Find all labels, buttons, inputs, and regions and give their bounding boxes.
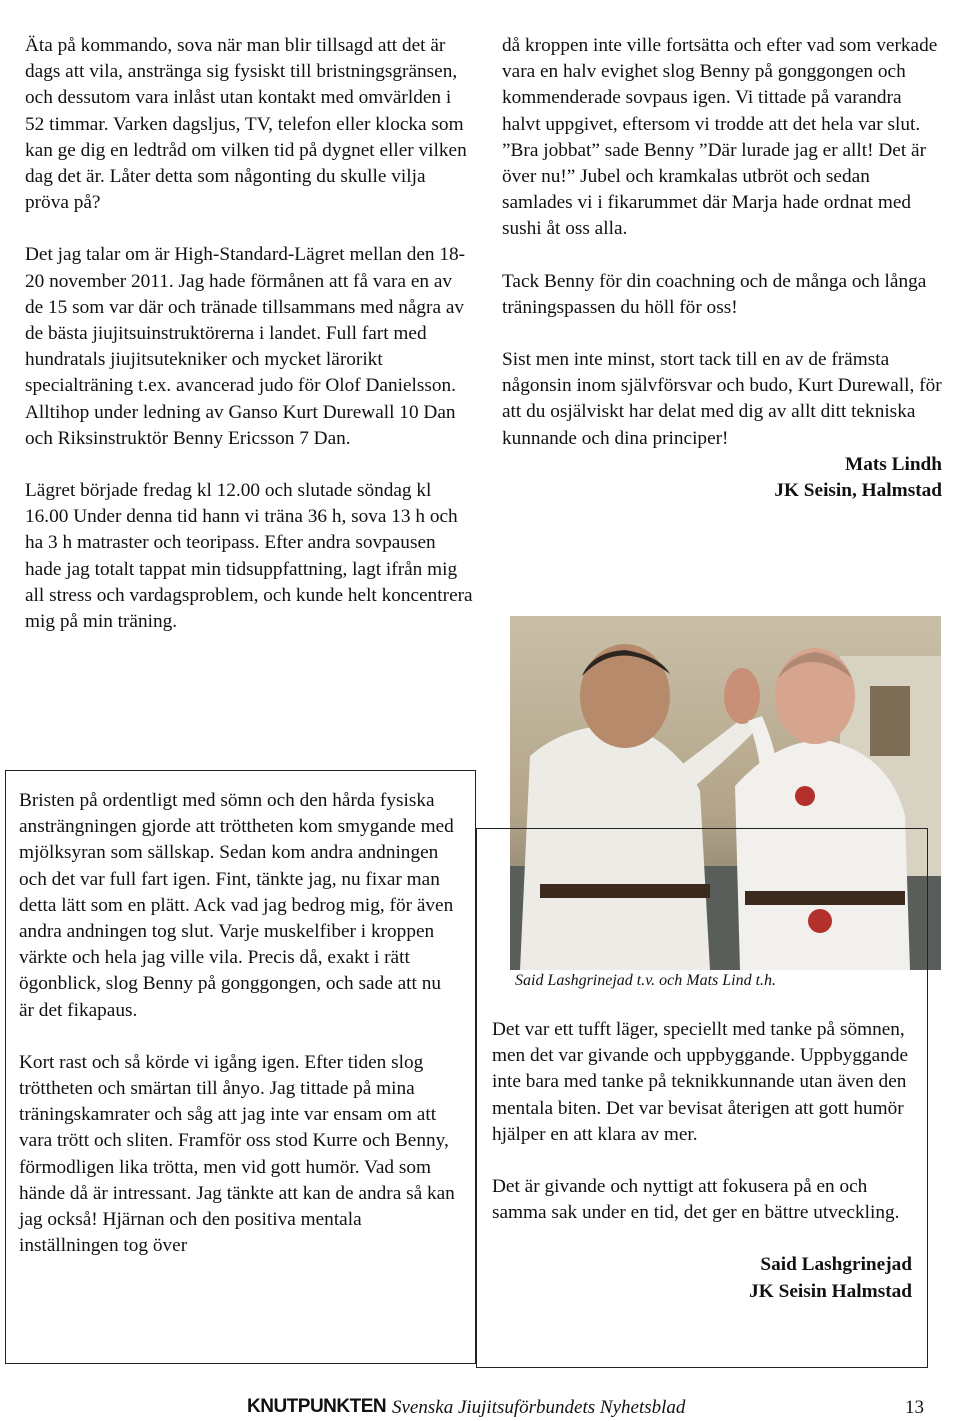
paragraph: Det var ett tufft läger, speciellt med tanke på sömnen, men det var givande och uppbyggande. Uppbyggande inte bara med tanke på teknikkunnande utan även den mentala biten. Det var bevisat återigen att gott humör hjälper en att klara av mer. — [492, 1019, 909, 1145]
photo-caption: Said Lashgrinejad t.v. och Mats Lind t.h. — [515, 972, 777, 989]
paragraph: Bristen på ordentligt med sömn och den hårda fysiska ansträngningen gjorde att tröttheten kom smygande med mjölksyran som sällskap. Sedan kom andra andningen och det var full fart igen. Fint, tänkte jag, nu fixar man detta lätt som en plätt. Ack vad jag bedrog mig, för även andra andningen tog slut. Varje muskelfiber i kroppen värkte och hela jag ville vila. Precis då, exakt i rätt ögonblick, slog Benny på gonggongen, och sade att nu är det fikapaus. — [19, 790, 454, 1021]
article-column-top-right — [502, 33, 942, 504]
paragraph: Det jag talar om är High-Standard-Lägret mellan den 18-20 november 2011. Jag hade förmånen att få vara en av de 15 som var där och tränade tillsammans med några av de bästa jiujitsuinstruktörerna i landet. Full fart med hundratals jiujitsutekniker och mycket lärorikt specialträning t.ex. avancerad judo för Olof Danielsson. Alltihop under ledning av Ganso Kurt Durewall 10 Dan och Riksinstruktör Benny Ericsson 7 Dan. — [25, 244, 466, 449]
footer-brand: KNUTPUNKTEN — [247, 1396, 387, 1417]
article-column-top-left — [25, 33, 473, 758]
paragraph: Lägret började fredag kl 12.00 och slutade söndag kl 16.00 Under denna tid hann vi träna 36 h, sova 13 h och ha 3 h matraster och teoripass. Efter andra sovpausen hade jag totalt tappat min tidsuppfattning, lagt ifrån mig all stress och vardagsproblem, och kunde helt koncentrera mig på min träning. — [25, 480, 473, 633]
author-name: Mats Lindh — [845, 453, 942, 475]
author-name: Said Lashgrinejad — [760, 1254, 912, 1276]
paragraph: då kroppen inte ville fortsätta och efter vad som verkade vara en halv evighet slog Benny på gonggongen och kommenderade sovpaus igen. Vi tittade på varandra halvt uppgivet, eftersom vi trodde att det hela var slut. ”Bra jobbat” sade Benny ”Där lurade jag er allt! Det är över nu!” Jubel och kramkalas utbröt och sedan samlades vi i fikarummet där Marja hade ordnat med sushi åt oss alla. — [502, 35, 938, 240]
paragraph: Det är givande och nyttigt att fokusera på en och samma sak under en tid, det ger en bättre utveckling. — [492, 1176, 900, 1224]
paragraph: Sist men inte minst, stort tack till en av de främsta någonsin inom självförsvar och budo, Kurt Durewall, för att du osjälviskt har delat med dig av allt ditt tekniska kunnande och dina principer! — [502, 349, 942, 449]
author-club: JK Seisin, Halmstad — [774, 480, 942, 502]
author-club: JK Seisin Halmstad — [749, 1280, 912, 1302]
page-number: 13 — [905, 1397, 924, 1418]
paragraph: Tack Benny för din coachning och de många och långa träningspassen du höll för oss! — [502, 270, 927, 318]
page-footer — [0, 1396, 960, 1421]
paragraph: Kort rast och så körde vi igång igen. Efter tiden slog tröttheten och smärtan till ånyo. Jag tittade på mina träningskamrater och såg att jag inte var ensam om att vara trött och sliten. Framför oss stod Kurre och Benny, förmodligen lika trötta, men vid gott humör. Vad som hände då är intressant. Jag tänkte att kan de andra så kan jag också! Hjärnan och den positiva mentala inställningen tog över — [19, 1051, 455, 1257]
paragraph: Äta på kommando, sova när man blir tillsagd att det är dags att vila, anstränga sig fysiskt till bristningsgränsen, och dessutom vara inlåst utan kontakt med omvärlden i 52 timmar. Varken dagsljus, TV, telefon eller klocka som kan ge dig en ledtråd om vilken tid på dygnet eller vilken dag det är. Låter detta som någonting du skulle vilja pröva på? — [25, 35, 467, 214]
article-column-bottom-right — [492, 1017, 912, 1305]
footer-subtitle: Svenska Jiujitsuförbundets Nyhetsblad — [392, 1397, 686, 1418]
article-column-bottom-left — [19, 788, 459, 1259]
